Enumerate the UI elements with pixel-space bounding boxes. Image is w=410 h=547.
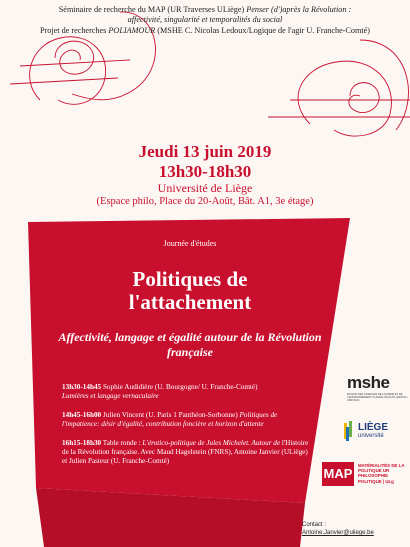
program-list [62, 383, 310, 476]
mshe-logo: mshe MAISON DES SCIENCES DE L'HOMME ET DE L'ENVIRONNEMENT CLAUDE NICOLAS LEDOUX • UMR 3124 [347, 373, 409, 402]
uliege-emblem-icon [342, 420, 356, 442]
contact: Contact : Antoine.Janvier@uliege.be [302, 521, 408, 537]
event-date-block [0, 142, 410, 182]
event-venue-block [0, 182, 410, 208]
header [8, 5, 402, 36]
program-item: 13h30-14h45 Sophie Audidière (U. Bourgogne/ U. Franche-Comté) Lumières et langage vernaculaire [62, 383, 258, 400]
contact-email-link[interactable]: Antoine.Janvier@uliege.be [302, 530, 374, 536]
uliege-logo: LIÈGE université [342, 420, 408, 446]
event-time: 13h30-18h30 [158, 162, 252, 181]
program-item: 14h45-16h00 Julien Vincent (U. Paris 1 Panthéon-Sorbonne) Politiques de l'impatience: désir d'égalité, contribution foncière et horizon d'attente [62, 411, 278, 428]
event-title [40, 268, 340, 314]
program-item: 16h15-18h30 Table ronde : L'érotico-politique de Jules Michelet. Autour de l'Histoire de la Révolution française. Avec Maud Hagelstein (FNRS), Antoine Janvier (ULiège) et Julien Pasteur (U. Franche-Comté) [62, 439, 309, 465]
event-date: Jeudi 13 juin 2019 [138, 142, 272, 161]
title-line1: Politiques de [132, 267, 248, 291]
event-subtitle: Affectivité, langage et égalité autour de la Révolution française [58, 330, 322, 359]
title-line2: l'attachement [128, 290, 252, 314]
right-spiral-icon [268, 40, 410, 136]
event-address: (Espace philo, Place du 20-Août, Bât. A1, 3e étage) [96, 196, 314, 207]
header-line3: Projet de recherches POLIAMOUR (MSHE C. Nicolas Ledoux/Logique de l'agir U. Franche-Comté) [39, 25, 371, 35]
event-kicker: Journée d'études [163, 239, 217, 248]
map-logo: MAP MATÉRIALITÉS DE LA POLITIQUE UR PHILOSOPHIE POLITIQUE | ULg [322, 462, 408, 488]
event-venue: Université de Liège [157, 181, 253, 195]
header-line2: affectivité, singularité et temporalités du social [127, 15, 283, 25]
header-line1: Séminaire de recherche du MAP (UR Traverses ULiège) Penser (d')après la Révolution : [58, 5, 352, 14]
